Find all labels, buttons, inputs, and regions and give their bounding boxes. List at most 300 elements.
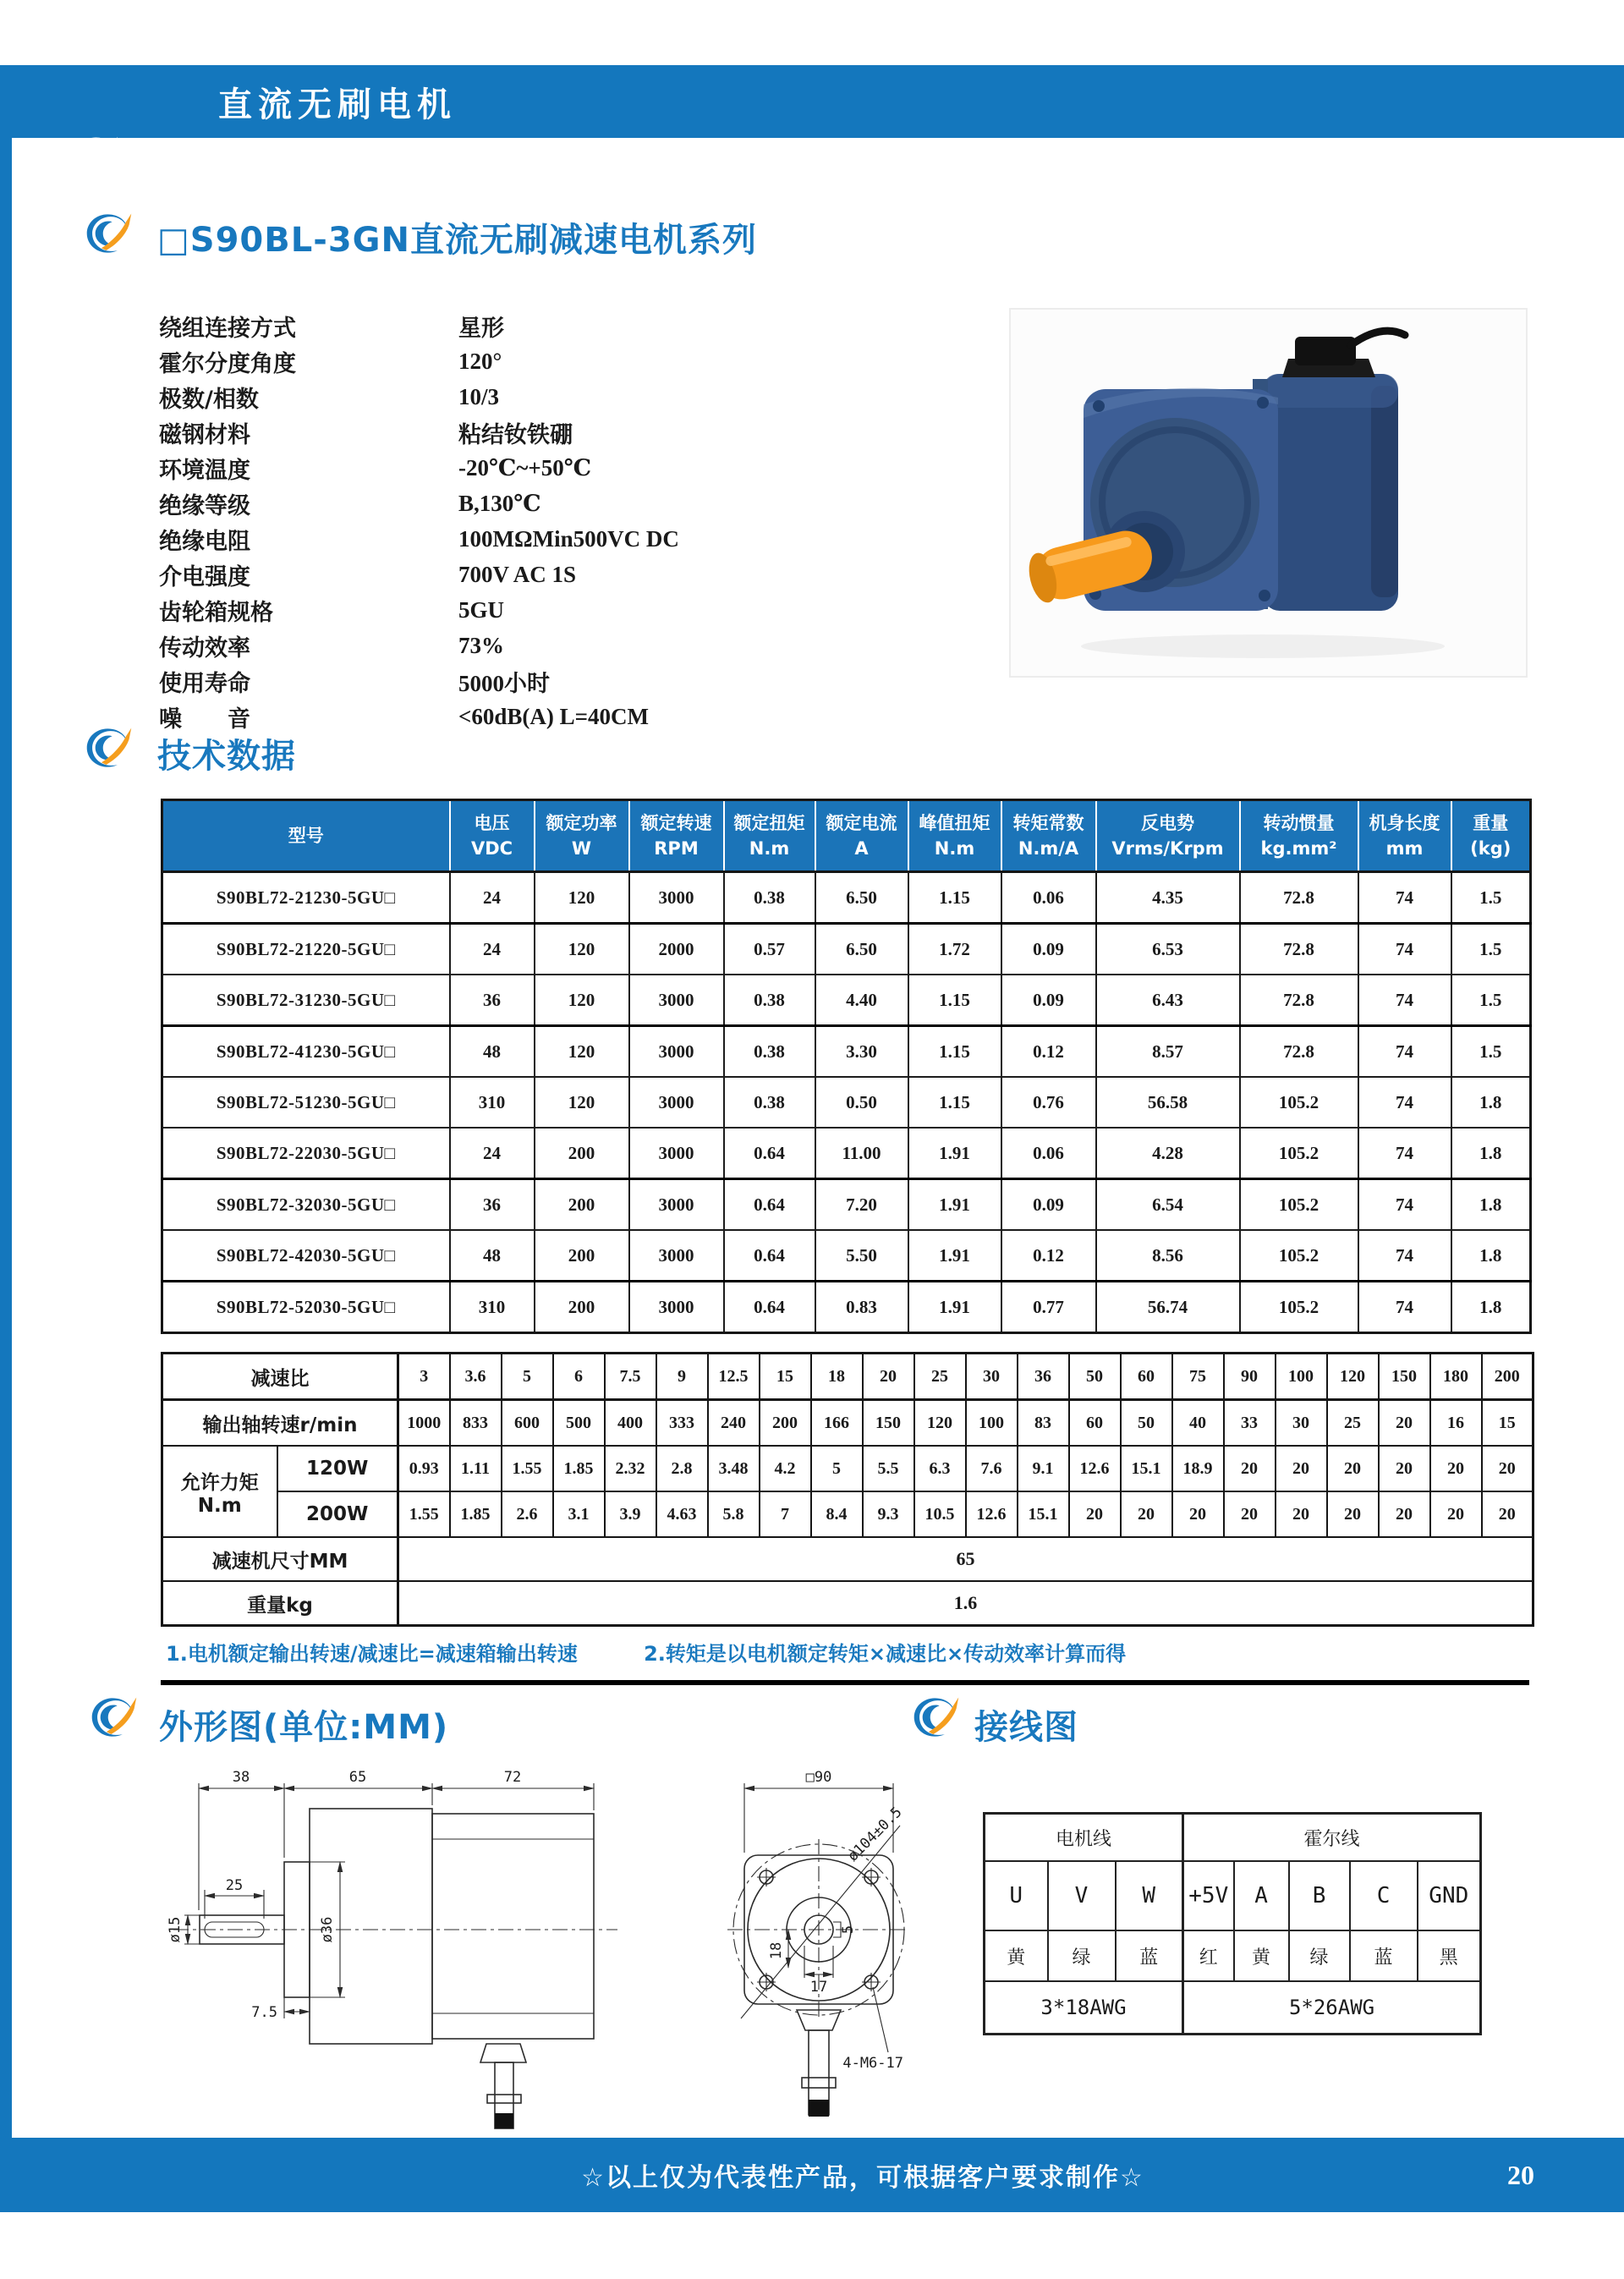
ratio-cell: 83 [1018, 1400, 1069, 1447]
spec-label: 使用寿命 [159, 670, 250, 697]
ratio-cell: 6.3 [914, 1446, 966, 1491]
value-cell: 1.15 [908, 1077, 1001, 1128]
model-cell: S90BL72-21230-5GU□ [162, 872, 450, 924]
value-cell: 74 [1358, 1230, 1451, 1282]
value-cell: 1.72 [908, 924, 1001, 975]
value-cell: 200 [535, 1128, 629, 1179]
wiring-pin-cell: B [1289, 1861, 1350, 1930]
value-cell: 6.50 [815, 872, 908, 924]
ratio-cell: 20 [863, 1354, 914, 1400]
ratio-cell: 20 [1430, 1491, 1482, 1537]
value-cell: 24 [450, 872, 535, 924]
value-cell: 120 [535, 924, 629, 975]
header-band [0, 65, 1624, 202]
tech-col-name: 峰值扭矩 [919, 813, 990, 833]
tech-col-name: 电压 [474, 813, 510, 833]
wiring-color-cell: 蓝 [1116, 1930, 1183, 1981]
ratio-cell: 20 [1327, 1446, 1379, 1491]
value-cell: 1.5 [1451, 872, 1531, 924]
value-cell: 0.38 [724, 975, 815, 1026]
spec-label: 绝缘等级 [159, 492, 250, 519]
wiring-group-row [985, 1814, 1481, 1862]
ratio-row-200 [162, 1491, 1533, 1537]
value-cell: 3000 [629, 1179, 724, 1231]
ratio-cell: 1.85 [553, 1446, 605, 1491]
value-cell: 2000 [629, 924, 724, 975]
ratio-cell: 60 [1069, 1400, 1121, 1447]
product-image [1009, 308, 1528, 678]
value-cell: 1.15 [908, 975, 1001, 1026]
value-cell: 72.8 [1240, 872, 1358, 924]
value-cell: 5.50 [815, 1230, 908, 1282]
tech-col-header [1001, 800, 1096, 872]
ratio-cell: 7.5 [605, 1354, 656, 1400]
tech-col-header [815, 800, 908, 872]
value-cell: 105.2 [1240, 1128, 1358, 1179]
ratio-cell: 20 [1121, 1491, 1172, 1537]
tech-row [162, 1282, 1531, 1333]
value-cell: 1.8 [1451, 1179, 1531, 1231]
spec-label: 磁钢材料 [159, 421, 250, 448]
wiring-color-cell: 黄 [985, 1930, 1048, 1981]
value-cell: 120 [535, 975, 629, 1026]
model-cell: S90BL72-22030-5GU□ [162, 1128, 450, 1179]
ratio-cell: 100 [966, 1400, 1018, 1447]
tech-table-header-row [162, 800, 1531, 872]
value-cell: 1.91 [908, 1282, 1001, 1333]
footer-band [0, 2138, 1624, 2212]
value-cell: 1.5 [1451, 924, 1531, 975]
wiring-pin-cell: U [985, 1861, 1048, 1930]
ratio-cell: 5 [811, 1446, 863, 1491]
dim-18: 18 [768, 1941, 785, 1960]
ratio-cell: 18.9 [1172, 1446, 1224, 1491]
spec-value: 粘结钕铁硼 [458, 421, 573, 448]
tech-col-unit: Vrms/Krpm [1111, 838, 1224, 859]
spec-value: 10/3 [458, 383, 500, 409]
tech-col-name: 额定转速 [640, 813, 712, 833]
ratio-cell: 20 [1172, 1491, 1224, 1537]
wiring-pin-cell: +5V [1183, 1861, 1234, 1930]
ratio-cell: 7.6 [966, 1446, 1018, 1491]
outline-drawing [144, 1765, 905, 2171]
value-cell: 1.91 [908, 1179, 1001, 1231]
spec-label: 绕组连接方式 [159, 315, 296, 342]
value-cell: 3000 [629, 1282, 724, 1333]
wiring-color-cell: 黄 [1234, 1930, 1289, 1981]
ratio-cell: 15.1 [1018, 1491, 1069, 1537]
footnote-2: 2.转矩是以电机额定转矩×减速比×传动效率计算而得 [644, 1642, 1127, 1666]
value-cell: 3000 [629, 1128, 724, 1179]
value-cell: 11.00 [815, 1128, 908, 1179]
ratio-cell: 150 [1379, 1354, 1430, 1400]
value-cell: 1.8 [1451, 1282, 1531, 1333]
ratio-cell: 20 [1276, 1446, 1327, 1491]
wiring-awg-row [985, 1981, 1481, 2035]
value-cell: 1.8 [1451, 1128, 1531, 1179]
footnote-1: 1.电机额定输出转速/减速比=减速箱输出转速 [166, 1642, 578, 1666]
value-cell: 72.8 [1240, 1026, 1358, 1078]
ratio-cell: 120 [1327, 1354, 1379, 1400]
wiring-pin-cell: V [1048, 1861, 1116, 1930]
ratio-cell: 20 [1327, 1491, 1379, 1537]
ratio-cell: 6 [553, 1354, 605, 1400]
ratio-cell: 12.5 [708, 1354, 760, 1400]
ratio-cell: 400 [605, 1400, 656, 1447]
spec-label: 齿轮箱规格 [159, 599, 273, 626]
spec-value: 73% [458, 632, 504, 658]
ratio-cell: 20 [1069, 1491, 1121, 1537]
ratio-cell: 1000 [398, 1400, 450, 1447]
value-cell: 0.77 [1001, 1282, 1096, 1333]
ratio-cell: 4.2 [760, 1446, 811, 1491]
value-cell: 74 [1358, 1179, 1451, 1231]
ratio-cell: 20 [1482, 1491, 1533, 1537]
value-cell: 0.12 [1001, 1026, 1096, 1078]
value-cell: 0.64 [724, 1282, 815, 1333]
ratio-cell: 12.6 [1069, 1446, 1121, 1491]
spec-row [159, 415, 679, 450]
value-cell: 3000 [629, 1026, 724, 1078]
tech-table [161, 799, 1532, 1334]
value-cell: 6.50 [815, 924, 908, 975]
ratio-cell: 40 [1172, 1400, 1224, 1447]
ratio-cell: 20 [1379, 1446, 1430, 1491]
value-cell: 105.2 [1240, 1230, 1358, 1282]
ratio-row-120 [162, 1446, 1533, 1491]
value-cell: 0.38 [724, 1026, 815, 1078]
section-logo-icon [912, 1695, 961, 1739]
spec-value: 5000小时 [458, 670, 550, 696]
value-cell: 74 [1358, 975, 1451, 1026]
section-logo-icon [85, 726, 134, 770]
page-title: 直流无刷电机 [218, 85, 457, 124]
ratio-label: 减速比 [162, 1354, 398, 1400]
ratio-cell: 8.4 [811, 1491, 863, 1537]
ratio-cell: 333 [656, 1400, 708, 1447]
value-cell: 0.64 [724, 1128, 815, 1179]
hall-wire-awg: 5*26AWG [1183, 1981, 1481, 2035]
value-cell: 120 [535, 1026, 629, 1078]
dim-72: 72 [503, 1769, 522, 1786]
ratio-table-wrap [161, 1352, 1529, 1685]
swirl-glyph [85, 211, 134, 255]
ratio-cell: 30 [1276, 1400, 1327, 1447]
value-cell: 310 [450, 1282, 535, 1333]
swirl-glyph [912, 1695, 961, 1739]
ratio-cell: 20 [1379, 1400, 1430, 1447]
value-cell: 0.38 [724, 872, 815, 924]
tech-col-unit: A [854, 838, 869, 859]
tech-col-unit: W [571, 838, 592, 859]
model-cell: S90BL72-21220-5GU□ [162, 924, 450, 975]
value-cell: 0.12 [1001, 1230, 1096, 1282]
value-cell: 1.15 [908, 1026, 1001, 1078]
value-cell: 56.58 [1096, 1077, 1240, 1128]
ratio-cell: 600 [502, 1400, 553, 1447]
value-cell: 74 [1358, 1077, 1451, 1128]
model-cell: S90BL72-42030-5GU□ [162, 1230, 450, 1282]
wiring-color-cell: 绿 [1289, 1930, 1350, 1981]
swirl-glyph [85, 726, 134, 770]
ratio-cell: 33 [1224, 1400, 1276, 1447]
tech-row [162, 1230, 1531, 1282]
value-cell: 6.43 [1096, 975, 1240, 1026]
tech-row [162, 975, 1531, 1026]
gearbox-size-label: 减速机尺寸MM [162, 1537, 398, 1581]
ratio-cell: 120 [914, 1400, 966, 1447]
value-cell: 3000 [629, 872, 724, 924]
swirl-glyph [90, 1695, 139, 1739]
ratio-cell: 150 [863, 1400, 914, 1447]
value-cell: 0.06 [1001, 1128, 1096, 1179]
tech-col-name: 额定扭矩 [733, 813, 805, 833]
spec-list [159, 308, 679, 734]
value-cell: 6.54 [1096, 1179, 1240, 1231]
tech-col-name: 反电势 [1141, 813, 1194, 833]
value-cell: 6.53 [1096, 924, 1240, 975]
ratio-cell: 15.1 [1121, 1446, 1172, 1491]
tech-col-header [908, 800, 1001, 872]
ratio-cell: 60 [1121, 1354, 1172, 1400]
tech-col-header [1358, 800, 1451, 872]
row-200w-label: 200W [277, 1491, 398, 1537]
spec-row [159, 379, 679, 415]
spec-label: 噪 音 [159, 706, 250, 733]
ratio-cell: 20 [1224, 1446, 1276, 1491]
value-cell: 8.56 [1096, 1230, 1240, 1282]
value-cell: 24 [450, 1128, 535, 1179]
spec-value: -20℃~+50℃ [458, 454, 592, 481]
value-cell: 0.76 [1001, 1077, 1096, 1128]
tech-col-unit: (kg) [1470, 838, 1512, 859]
value-cell: 1.5 [1451, 975, 1531, 1026]
ratio-cell: 16 [1430, 1400, 1482, 1447]
footer-note: ☆以上仅为代表性产品，可根据客户要求制作☆ [581, 2163, 1144, 2193]
model-cell: S90BL72-51230-5GU□ [162, 1077, 450, 1128]
value-cell: 310 [450, 1077, 535, 1128]
tech-row [162, 1077, 1531, 1128]
dim-17: 17 [809, 1979, 828, 1996]
tech-col-header [1096, 800, 1240, 872]
spec-value: 700V AC 1S [458, 561, 577, 587]
spec-value: 5GU [458, 596, 504, 623]
value-cell: 200 [535, 1179, 629, 1231]
ratio-cell: 166 [811, 1400, 863, 1447]
value-cell: 74 [1358, 1282, 1451, 1333]
ratio-cell: 200 [1482, 1354, 1533, 1400]
value-cell: 56.74 [1096, 1282, 1240, 1333]
ratio-cell: 2.32 [605, 1446, 656, 1491]
ratio-cell: 4.63 [656, 1491, 708, 1537]
spec-row [159, 308, 679, 343]
spec-row [159, 450, 679, 486]
tech-col-name: 额定功率 [546, 813, 617, 833]
ratio-cell: 3.48 [708, 1446, 760, 1491]
value-cell: 1.8 [1451, 1077, 1531, 1128]
spec-value: <60dB(A) L=40CM [458, 703, 650, 729]
spec-value: B,130℃ [458, 490, 541, 516]
outline-title: 外形图(单位:MM) [159, 1708, 449, 1747]
tech-col-header [162, 800, 450, 872]
dim-square-90: □90 [805, 1769, 832, 1786]
spec-value: 120° [458, 348, 502, 374]
wiring-color-cell: 黑 [1418, 1930, 1481, 1981]
ratio-cell: 10.5 [914, 1491, 966, 1537]
value-cell: 0.57 [724, 924, 815, 975]
ratio-table [161, 1352, 1534, 1627]
spec-value: 星形 [458, 315, 504, 341]
ratio-cell: 200 [760, 1400, 811, 1447]
ratio-cell: 75 [1172, 1354, 1224, 1400]
gearbox-size-value: 65 [398, 1537, 1533, 1581]
ratio-cell: 20 [1430, 1446, 1482, 1491]
hall-wire-group: 霍尔线 [1183, 1814, 1481, 1862]
ratio-cell: 500 [553, 1400, 605, 1447]
dim-circle-104: ø104±0.5 [844, 1804, 905, 1865]
tech-col-header [1451, 800, 1531, 872]
page-number: 20 [1507, 2159, 1534, 2190]
ratio-cell: 1.55 [502, 1446, 553, 1491]
torque-label-text: 允许力矩 [180, 1471, 259, 1494]
tech-row [162, 1026, 1531, 1078]
tech-col-header [629, 800, 724, 872]
model-cell: S90BL72-32030-5GU□ [162, 1179, 450, 1231]
spec-row [159, 521, 679, 557]
ratio-cell: 25 [1327, 1400, 1379, 1447]
torque-label [162, 1446, 277, 1537]
spec-value: 100MΩMin500VC DC [458, 525, 679, 552]
ratio-cell: 1.85 [450, 1491, 502, 1537]
ratio-cell: 3.6 [450, 1354, 502, 1400]
value-cell: 3000 [629, 1077, 724, 1128]
gearbox-weight-value: 1.6 [398, 1581, 1533, 1626]
tech-row [162, 1179, 1531, 1231]
value-cell: 3000 [629, 975, 724, 1026]
tech-row [162, 872, 1531, 924]
wiring-title: 接线图 [974, 1708, 1078, 1747]
motor-wire-awg: 3*18AWG [985, 1981, 1183, 2035]
ratio-cell: 18 [811, 1354, 863, 1400]
value-cell: 0.50 [815, 1077, 908, 1128]
tech-col-header [724, 800, 815, 872]
ratio-cell: 180 [1430, 1354, 1482, 1400]
tech-table-body [162, 872, 1531, 1333]
tech-col-unit: N.m [934, 838, 975, 859]
ratio-cell: 36 [1018, 1354, 1069, 1400]
ratio-row-speeds [162, 1400, 1533, 1447]
value-cell: 36 [450, 975, 535, 1026]
ratio-row-ratios [162, 1354, 1533, 1400]
spec-row [159, 486, 679, 521]
model-cell: S90BL72-31230-5GU□ [162, 975, 450, 1026]
value-cell: 120 [535, 872, 629, 924]
ratio-row-size [162, 1537, 1533, 1581]
model-cell: S90BL72-52030-5GU□ [162, 1282, 450, 1333]
tech-col-header [1240, 800, 1358, 872]
value-cell: 24 [450, 924, 535, 975]
spec-row [159, 557, 679, 592]
value-cell: 1.8 [1451, 1230, 1531, 1282]
spec-row [159, 663, 679, 699]
ratio-cell: 50 [1121, 1400, 1172, 1447]
dim-25: 25 [225, 1877, 244, 1894]
ratio-cell: 7 [760, 1491, 811, 1537]
value-cell: 48 [450, 1026, 535, 1078]
value-cell: 200 [535, 1282, 629, 1333]
wiring-color-cell: 红 [1183, 1930, 1234, 1981]
brand-logo-text: 邦优机电 [59, 180, 140, 202]
ratio-cell: 3.1 [553, 1491, 605, 1537]
ratio-cell: 90 [1224, 1354, 1276, 1400]
value-cell: 48 [450, 1230, 535, 1282]
ratio-cell: 12.6 [966, 1491, 1018, 1537]
tech-row [162, 1128, 1531, 1179]
value-cell: 0.09 [1001, 975, 1096, 1026]
wiring-pin-cell: W [1116, 1861, 1183, 1930]
value-cell: 1.5 [1451, 1026, 1531, 1078]
model-cell: S90BL72-41230-5GU□ [162, 1026, 450, 1078]
ratio-cell: 100 [1276, 1354, 1327, 1400]
value-cell: 4.28 [1096, 1128, 1240, 1179]
spec-label: 极数/相数 [159, 386, 259, 413]
ratio-cell: 9.3 [863, 1491, 914, 1537]
value-cell: 0.09 [1001, 924, 1096, 975]
tech-title: 技术数据 [157, 737, 296, 776]
wiring-color-cell: 蓝 [1350, 1930, 1418, 1981]
value-cell: 200 [535, 1230, 629, 1282]
value-cell: 72.8 [1240, 975, 1358, 1026]
value-cell: 105.2 [1240, 1179, 1358, 1231]
value-cell: 7.20 [815, 1179, 908, 1231]
wiring-pin-cell: A [1234, 1861, 1289, 1930]
wiring-pin-cell: C [1350, 1861, 1418, 1930]
dim-5: 5 [840, 1925, 857, 1935]
value-cell: 36 [450, 1179, 535, 1231]
gearbox-weight-label: 重量kg [162, 1581, 398, 1626]
tech-col-name: 额定电流 [826, 813, 897, 833]
tech-row [162, 924, 1531, 975]
spec-label: 传动效率 [159, 634, 250, 662]
value-cell: 74 [1358, 872, 1451, 924]
ratio-cell: 9.1 [1018, 1446, 1069, 1491]
section-logo-icon [85, 211, 134, 255]
tech-col-name: 转矩常数 [1012, 813, 1084, 833]
tech-col-name: 型号 [288, 826, 324, 846]
ratio-row-weight [162, 1581, 1533, 1626]
brand-logo-icon [71, 135, 123, 174]
ratio-cell: 5.8 [708, 1491, 760, 1537]
spec-label: 绝缘电阻 [159, 528, 250, 555]
dim-shaft-diameter: ø15 [167, 1916, 184, 1943]
value-cell: 1.15 [908, 872, 1001, 924]
ratio-cell: 5 [502, 1354, 553, 1400]
value-cell: 0.38 [724, 1077, 815, 1128]
ratio-cell: 20 [1224, 1491, 1276, 1537]
tech-col-name: 机身长度 [1369, 813, 1440, 833]
value-cell: 0.09 [1001, 1179, 1096, 1231]
table-footnote [161, 1627, 1529, 1685]
ratio-cell: 15 [760, 1354, 811, 1400]
ratio-cell: 50 [1069, 1354, 1121, 1400]
ratio-cell: 15 [1482, 1400, 1533, 1447]
tech-col-unit: N.m [749, 838, 790, 859]
ratio-cell: 9 [656, 1354, 708, 1400]
swirl-glyph [71, 135, 123, 174]
spec-label: 介电强度 [159, 563, 250, 590]
spec-label: 环境温度 [159, 457, 250, 484]
tech-col-unit: N.m/A [1018, 838, 1079, 859]
